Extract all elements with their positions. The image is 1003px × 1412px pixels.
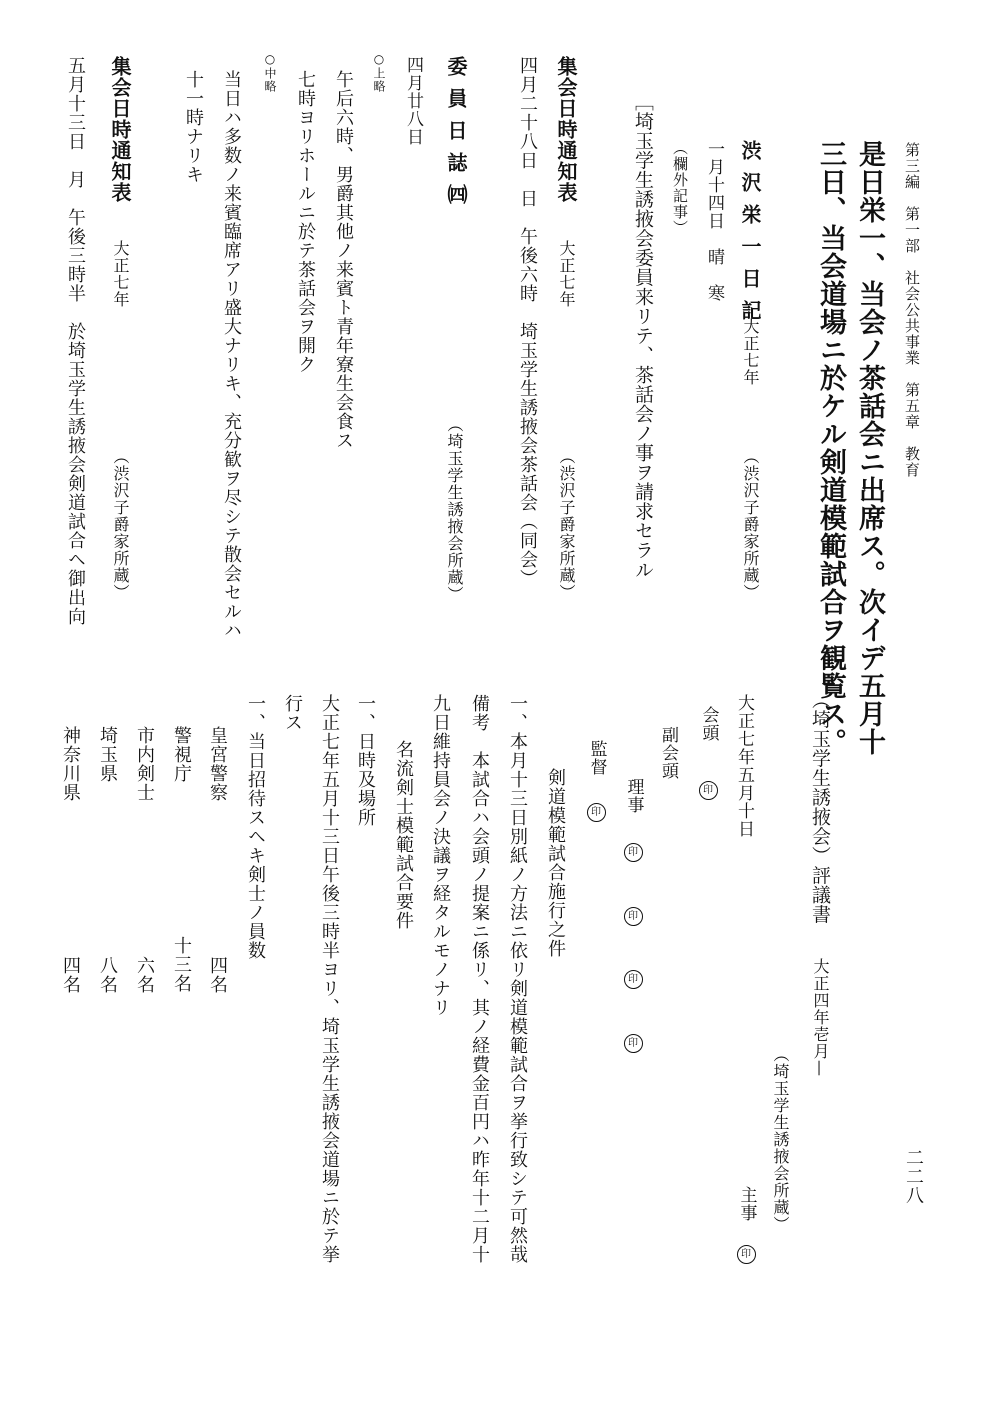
council-remark-1: 備考 本試合ハ会頭ノ提案ニ係リ、其ノ経費金百円ハ昨年十二月十 [469,694,490,1264]
seal-icon: 印 [624,843,643,862]
seal-icon: 印 [624,1034,643,1053]
committee-date: 四月廿八日 [403,56,423,146]
council-item-2-text-2: 行ス [282,694,303,732]
swordsmen-group: 警視庁 [171,726,192,783]
secretary-row [735,1186,758,1264]
swordsmen-count: 十三名 [171,936,192,993]
swordsmen-count: 六名 [134,956,155,994]
council-title: （埼玉学生誘掖会）評議書 [809,690,831,924]
council-item-2: 一、日時及場所 [355,694,376,827]
president-row [697,706,720,800]
notice1-year: 大正七年 [557,240,576,308]
seal-icon: 印 [737,1245,756,1264]
committee-source: （埼玉学生誘掖会所蔵） [445,416,464,603]
diary-date: 一月十四日 晴 寒 [704,140,724,302]
notice2-year: 大正七年 [111,240,130,308]
council-item-3: 一、当日招待スヘキ剣士ノ員数 [245,694,266,960]
swordsmen-group: 神奈川県 [60,726,81,802]
council-item-1: 一、本月十三日別紙ノ方法ニ依リ剣道模範試合ヲ挙行致シテ可然哉 [507,694,528,1264]
directors-row [622,778,645,1053]
secretary-label: 主事 [736,1186,757,1222]
notice2-text: 五月十三日 月 午後三時半 於埼玉学生誘掖会剣道試合ヘ御出向 [65,56,86,626]
intro-line-2: 三日、当会道場ニ於ケル剣道模範試合ヲ観覧ス。 [815,140,846,756]
notice1-source: （渋沢子爵家所蔵） [557,448,576,601]
committee-line-4: 十一時ナリキ [183,70,204,184]
swordsmen-count: 四名 [60,956,81,994]
diary-title: 渋沢栄一日記 [738,140,762,332]
council-subject: 剣道模範試合施行之件 [545,768,566,958]
supervisor-row [585,740,608,822]
swordsmen-group: 市内剣士 [134,726,155,802]
committee-line-3: 当日ハ多数ノ来賓臨席アリ盛大ナリキ、充分歓ヲ尽シテ散会セルハ [221,70,242,640]
president-label: 会頭 [698,706,719,742]
notice1-title: 集会日時通知表 [554,56,578,203]
council-item-2-text-1: 大正七年五月十三日午後三時半ヨリ、埼玉学生誘掖会道場ニ於テ挙 [319,694,340,1264]
notice2-source: （渋沢子爵家所蔵） [111,448,130,601]
directors-label: 理事 [623,778,644,814]
intro-line-1: 是日栄一、当会ノ茶話会ニ出席ス。次イデ五月十 [854,140,885,756]
council-date: 大正七年五月十日 [734,694,754,838]
vice-president-label: 副会頭 [658,726,678,780]
seal-icon: 印 [624,907,643,926]
seal-icon: 印 [587,803,606,822]
diary-year: 大正七年 [741,318,760,386]
council-year: 大正四年壱月— [811,958,830,1077]
notice1-text: 四月二十八日 日 午後六時 埼玉学生誘掖会茶話会（同会） [517,56,538,588]
swordsmen-count: 四名 [207,956,228,994]
council-remark-2: 九日維持員会ノ決議ヲ経タルモノナリ [430,694,451,1017]
committee-line-1: 午后六時、男爵其他ノ来賓ト青年寮生会食ス [333,70,354,450]
council-source: （埼玉学生誘掖会所蔵） [771,1046,790,1233]
committee-line-2: 七時ヨリホールニ於テ茶話会ヲ開ク [295,70,316,374]
diary-source: （渋沢子爵家所蔵） [741,448,760,601]
seal-icon: 印 [699,781,718,800]
swordsmen-group: 皇宮警察 [207,726,228,802]
omission-mark-1: ○上略 [372,52,386,93]
attachment-title: 名流剣士模範試合要件 [393,740,414,930]
swordsmen-count: 八名 [97,956,118,994]
committee-title: 委員日誌㈣ [444,56,468,216]
diary-note-text: ［埼玉学生誘掖会委員来リテ、茶話会ノ事ヲ請求セラル [632,92,654,580]
running-header: 第三編 第一部 社会公共事業 第五章 教育 [903,142,921,478]
seal-icon: 印 [624,970,643,989]
omission-mark-2: ○中略 [263,52,277,93]
supervisor-label: 監督 [586,740,607,776]
notice2-title: 集会日時通知表 [108,56,132,203]
diary-note-label: （欄外記事） [671,140,689,236]
page-number: 二二八 [903,1148,924,1205]
swordsmen-group: 埼玉県 [97,726,118,783]
